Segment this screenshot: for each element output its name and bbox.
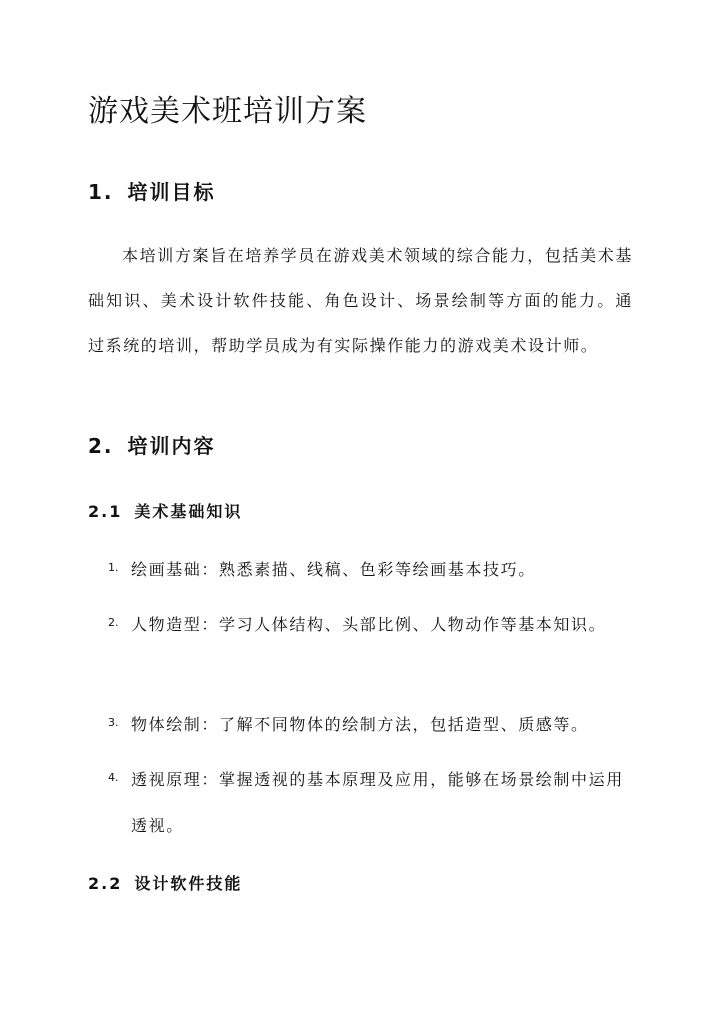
section-number: 2. — [88, 434, 114, 458]
list-item-number: 1. — [108, 561, 119, 574]
subsection-number: 2.1 — [88, 502, 123, 521]
list-item-text: 透视原理：掌握透视的基本原理及应用，能够在场景绘制中运用透视。 — [131, 770, 624, 835]
section-heading-content — [88, 430, 216, 459]
list-item-text: 绘画基础：熟悉素描、线稿、色彩等绘画基本技巧。 — [131, 560, 536, 579]
list-item-text: 物体绘制：了解不同物体的绘制方法，包括造型、质感等。 — [131, 715, 589, 734]
section-title: 培训目标 — [127, 180, 216, 204]
list-item-text: 人物造型：学习人体结构、头部比例、人物动作等基本知识。 — [131, 615, 607, 634]
list-item-number: 4. — [108, 771, 119, 784]
document-title: 游戏美术班培训方案 — [88, 94, 367, 129]
subsection-number: 2.2 — [88, 874, 123, 893]
section-title: 培训内容 — [127, 434, 216, 458]
subsection-heading-software-skills — [88, 871, 242, 894]
subsection-title: 设计软件技能 — [134, 874, 243, 893]
list-item-number: 2. — [108, 616, 119, 629]
subsection-heading-art-basics — [88, 499, 242, 522]
section-heading-goals — [88, 176, 216, 205]
section-number: 1. — [88, 180, 114, 204]
subsection-title: 美术基础知识 — [134, 502, 243, 521]
goals-paragraph: 本培训方案旨在培养学员在游戏美术领域的综合能力，包括美术基础知识、美术设计软件技能、角色设计、场景绘制等方面的能力。通过系统的培训，帮助学员成为有实际操作能力的游戏美术设计师。 — [88, 246, 633, 355]
list-item-number: 3. — [108, 716, 119, 729]
